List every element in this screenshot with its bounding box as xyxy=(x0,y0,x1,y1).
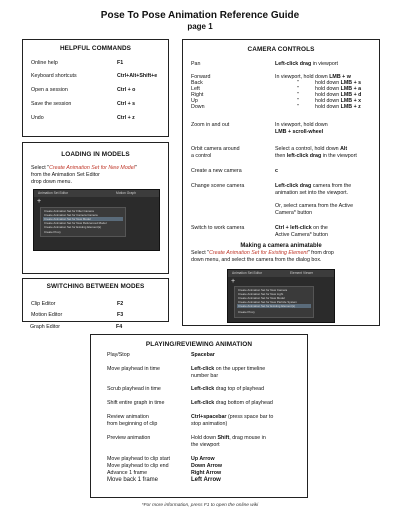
camera-controls-panel xyxy=(182,39,380,326)
footnote: *For more information, press F1 to open the online wiki xyxy=(141,503,259,508)
menu-item: Create Animation Set for New Referenced Model xyxy=(44,221,107,225)
screenshot-tab: Animation Set Editor xyxy=(232,271,263,275)
camera-value: LMB + scroll-wheel xyxy=(275,129,324,135)
switching-modes-heading: SWITCHING BETWEEN MODES xyxy=(46,283,145,290)
ditto-mark: " xyxy=(297,104,299,110)
helpful-key: Ctrl + o xyxy=(117,87,136,93)
playback-value: stop animation) xyxy=(191,421,228,427)
camera-value: hold down LMB + z xyxy=(315,104,361,110)
playback-value: Down Arrow xyxy=(191,463,222,469)
mode-label: Motion Editor xyxy=(31,312,63,318)
dropdown-menu xyxy=(40,207,126,237)
menu-item: Create Animation Set for Camera Camera xyxy=(44,213,98,217)
camera-value: Active Camera* button xyxy=(275,232,328,238)
animation-set-editor-screenshot xyxy=(33,189,160,251)
plus-icon: + xyxy=(231,278,236,285)
mode-key: F3 xyxy=(117,312,124,318)
helpful-commands-heading: HELPFUL COMMANDS xyxy=(59,45,132,52)
menu-item-selected: Create Animation Set for New Model xyxy=(43,217,123,221)
helpful-label: Save the session xyxy=(31,101,72,107)
playback-label: Preview animation xyxy=(107,435,151,441)
menu-item: Create Animation Set for Filter Camera xyxy=(44,209,94,213)
animatable-instruction: down menu, and select the camera from the dialog box. xyxy=(191,257,322,263)
mode-label: Graph Editor xyxy=(30,324,61,330)
camera-value: then left-click drag in the viewport xyxy=(275,153,357,159)
camera-value: hold down LMB + x xyxy=(315,98,362,104)
camera-value: Left-click drag in viewport xyxy=(275,61,339,67)
playback-label: Move playhead in time xyxy=(107,366,160,372)
playback-label: Review animation xyxy=(107,414,149,420)
camera-value: animation set into the viewport. xyxy=(275,190,349,196)
switching-modes-panel xyxy=(22,278,169,322)
camera-value: Left-click drag camera from the xyxy=(275,183,352,189)
menu-item-selected: Create Animation Set for Existing Element(s) xyxy=(237,304,311,308)
camera-label: Forward xyxy=(191,74,211,80)
menu-item: Create Proxy xyxy=(44,230,61,234)
helpful-key: Ctrl+Alt+Shift+e xyxy=(117,73,158,79)
helpful-label: Keyboard shortcuts xyxy=(31,73,77,79)
playback-value: the viewport xyxy=(191,442,220,448)
ditto-mark: " xyxy=(297,92,299,98)
camera-value: In viewport, hold down xyxy=(275,122,328,128)
loading-instruction-line: drop down menu. xyxy=(31,179,72,185)
camera-label: Switch to work camera xyxy=(191,225,245,231)
playback-value: Left Arrow xyxy=(191,477,221,483)
camera-label: a control xyxy=(191,153,212,159)
camera-value: hold down LMB + s xyxy=(315,80,362,86)
playback-value: Spacebar xyxy=(191,352,215,358)
playback-value: Hold down Shift, drag mouse in xyxy=(191,435,266,441)
helpful-key: F1 xyxy=(117,60,124,66)
ditto-mark: " xyxy=(297,98,299,104)
helpful-label: Undo xyxy=(31,115,44,121)
menu-item: Create Animation Set for New Model xyxy=(238,296,285,300)
page-subtitle: page 1 xyxy=(187,22,213,31)
helpful-key: Ctrl + s xyxy=(117,101,136,107)
animatable-instruction: Select "Create Animation Set for Existing Element" from drop xyxy=(191,250,334,256)
camera-label: Create a new camera xyxy=(191,168,242,174)
playback-label: from beginning of clip xyxy=(107,421,158,427)
camera-label: Change scene camera xyxy=(191,183,245,189)
playback-label: Shift entire graph in time xyxy=(107,400,165,406)
helpful-label: Open a session xyxy=(31,87,68,93)
screenshot-tab: Element Viewer xyxy=(290,271,314,275)
camera-label: Orbit camera around xyxy=(191,146,240,152)
helpful-commands-panel xyxy=(22,39,169,137)
animatable-menu-item-ref: Create Animation Set for Existing Element xyxy=(209,250,308,256)
loading-instruction-line: from the Animation Set Editor xyxy=(31,172,100,178)
camera-value: hold down LMB + d xyxy=(315,92,362,98)
camera-value: Camera* button xyxy=(275,210,313,216)
animatable-heading: Making a camera animatable xyxy=(240,243,322,249)
loading-models-panel xyxy=(22,142,169,274)
camera-label: Up xyxy=(191,98,198,104)
camera-label: Left xyxy=(191,86,200,92)
ditto-mark: " xyxy=(297,80,299,86)
camera-value: hold down LMB + a xyxy=(315,86,362,92)
menu-item: Create Animation Set for Existing Element(s) xyxy=(44,225,102,229)
camera-animation-set-screenshot xyxy=(227,269,335,323)
playback-value: Left-click drag bottom of playhead xyxy=(191,400,273,406)
playback-label: Move back 1 frame xyxy=(107,477,159,483)
playback-label: Play/Stop xyxy=(107,352,130,358)
dropdown-menu xyxy=(234,286,314,318)
loading-models-heading: LOADING IN MODELS xyxy=(61,151,130,158)
screenshot-tab: Motion Graph xyxy=(116,191,136,195)
camera-label: Back xyxy=(191,80,203,86)
playback-heading: PLAYING/REVIEWING ANIMATION xyxy=(145,341,253,348)
menu-item: Create Animation Set for New Particle System xyxy=(238,300,297,304)
loading-menu-item-ref: Create Animation Set for New Model xyxy=(49,165,135,171)
playback-label: Move playhead to clip start xyxy=(107,456,171,462)
menu-item: Create Proxy xyxy=(238,310,255,314)
plus-icon: + xyxy=(37,198,42,205)
playback-value: Up Arrow xyxy=(191,456,215,462)
menu-item: Create Animation Set for New Camera xyxy=(238,288,288,292)
camera-value: In viewport, hold down LMB + w xyxy=(275,74,351,80)
camera-value: Select a control, hold down Alt xyxy=(275,146,348,152)
ditto-mark: " xyxy=(297,86,299,92)
playback-value: Ctrl+spacebar (press space bar to xyxy=(191,414,274,420)
playback-value: Right Arrow xyxy=(191,470,222,476)
camera-value: Or, select camera from the Active xyxy=(275,203,354,209)
mode-key: F4 xyxy=(116,324,123,330)
playback-label: Scrub playhead in time xyxy=(107,386,161,392)
screenshot-tab: Animation Set Editor xyxy=(38,191,69,195)
playback-label: Move playhead to clip end xyxy=(107,463,169,469)
playback-label: Advance 1 frame xyxy=(107,470,148,476)
playback-panel xyxy=(90,334,308,498)
helpful-key: Ctrl + z xyxy=(117,115,135,121)
helpful-label: Online help xyxy=(31,60,58,66)
playback-value: Left-click drag top of playhead xyxy=(191,386,265,392)
mode-label: Clip Editor xyxy=(31,301,56,307)
mode-key: F2 xyxy=(117,301,124,307)
camera-value: c xyxy=(275,168,278,174)
playback-value: number bar xyxy=(191,373,219,379)
page-title: Pose To Pose Animation Reference Guide xyxy=(100,10,300,21)
camera-value: Ctrl + left-click on the xyxy=(275,225,328,231)
camera-label: Down xyxy=(191,104,205,110)
camera-controls-heading: CAMERA CONTROLS xyxy=(247,46,315,53)
loading-instruction-line: Select "Create Animation Set for New Model" xyxy=(31,165,137,171)
camera-label: Right xyxy=(191,92,204,98)
camera-label: Pan xyxy=(191,61,201,67)
camera-label: Zoom in and out xyxy=(191,122,230,128)
playback-value: Left-click on the upper timeline xyxy=(191,366,266,372)
menu-item: Create Animation Set for New Light xyxy=(238,292,284,296)
